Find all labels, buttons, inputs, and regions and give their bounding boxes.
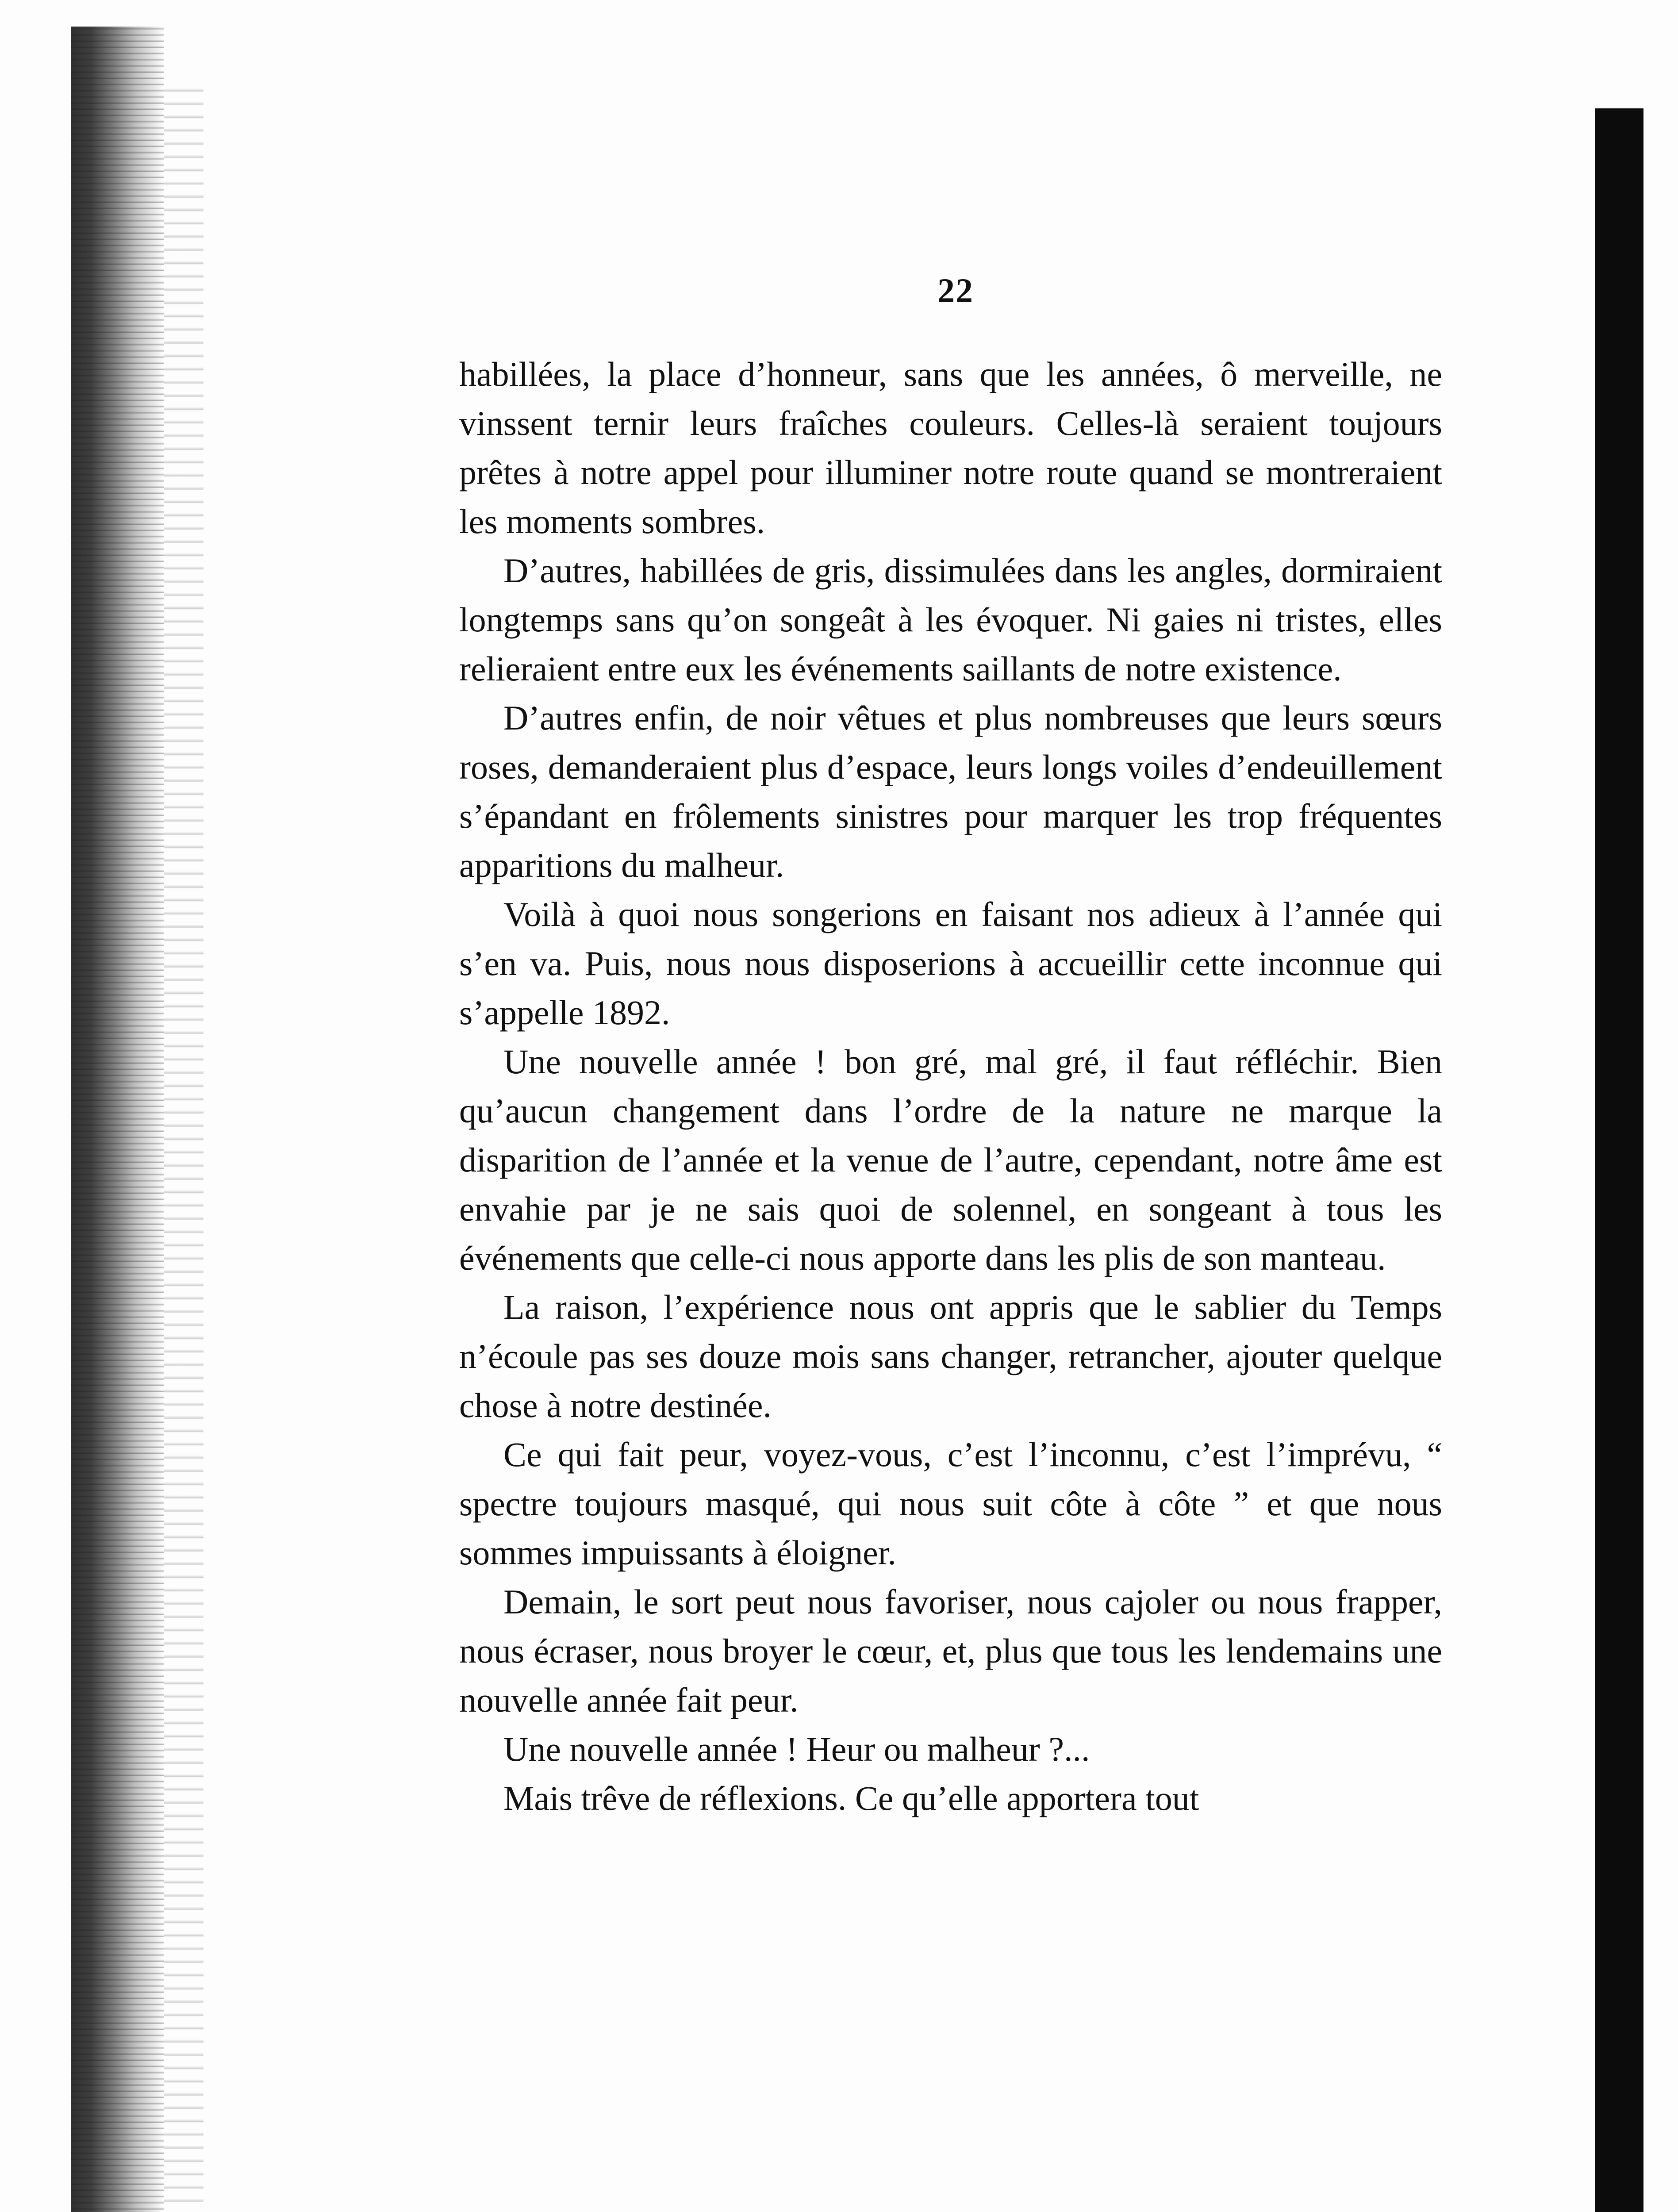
paragraph-2: D’autres, habillées de gris, dissimulées dans les angles, dormiraient longtemps sans qu’on songeât à les évoquer. Ni gaies ni tristes, elles relieraient entre eux les événements saillants de notre existence. <box>459 551 1442 688</box>
paragraph-1: habillées, la place d’honneur, sans que les années, ô merveille, ne vinssent ternir leurs fraîches couleurs. Celles-là seraient toujours prêtes à notre appel pour illuminer notre route quand se montreraient les moments sombres. <box>459 355 1442 541</box>
right-edge-band <box>1595 108 1643 2212</box>
paragraph-6: La raison, l’expérience nous ont appris que le sablier du Temps n’écoule pas ses douze mois sans changer, retrancher, ajouter quelque chose à notre destinée. <box>459 1288 1442 1425</box>
page-number: 22 <box>937 271 974 310</box>
paragraph-9: Une nouvelle année ! Heur ou malheur ?... <box>503 1730 1090 1768</box>
paragraph-3: D’autres enfin, de noir vêtues et plus nombreuses que leurs sœurs roses, demanderaient plus d’espace, leurs longs voiles d’endeuillement s’épandant en frôlements sinistres pour marquer les trop fréquentes apparitions du malheur. <box>459 699 1442 884</box>
paragraph-5: Une nouvelle année ! bon gré, mal gré, il faut réfléchir. Bien qu’aucun changement dans l’ordre de la nature ne marque la disparition de l’année et la venue de l’autre, cependant, notre âme est envahie par je ne sais quoi de solennel, en songeant à tous les événements que celle-ci nous apporte dans les plis de son manteau. <box>459 1042 1442 1277</box>
paragraph-8: Demain, le sort peut nous favoriser, nous cajoler ou nous frapper, nous écraser, nous broyer le cœur, et, plus que tous les lendemains une nouvelle année fait peur. <box>459 1582 1442 1719</box>
paragraph-10: Mais trêve de réflexions. Ce qu’elle apportera tout <box>503 1779 1199 1817</box>
paragraph-7: Ce qui fait peur, voyez-vous, c’est l’inconnu, c’est l’imprévu, “ spectre toujours masqué, qui nous suit côte à côte ” et que nous sommes impuissants à éloigner. <box>459 1435 1442 1572</box>
body-text <box>459 349 1442 1823</box>
paragraph-4: Voilà à quoi nous songerions en faisant nos adieux à l’année qui s’en va. Puis, nous nous disposerions à accueillir cette inconnue qui s’appelle 1892. <box>459 895 1442 1032</box>
binding-edge-shadow <box>71 27 164 2212</box>
binding-edge-texture <box>164 88 204 2212</box>
